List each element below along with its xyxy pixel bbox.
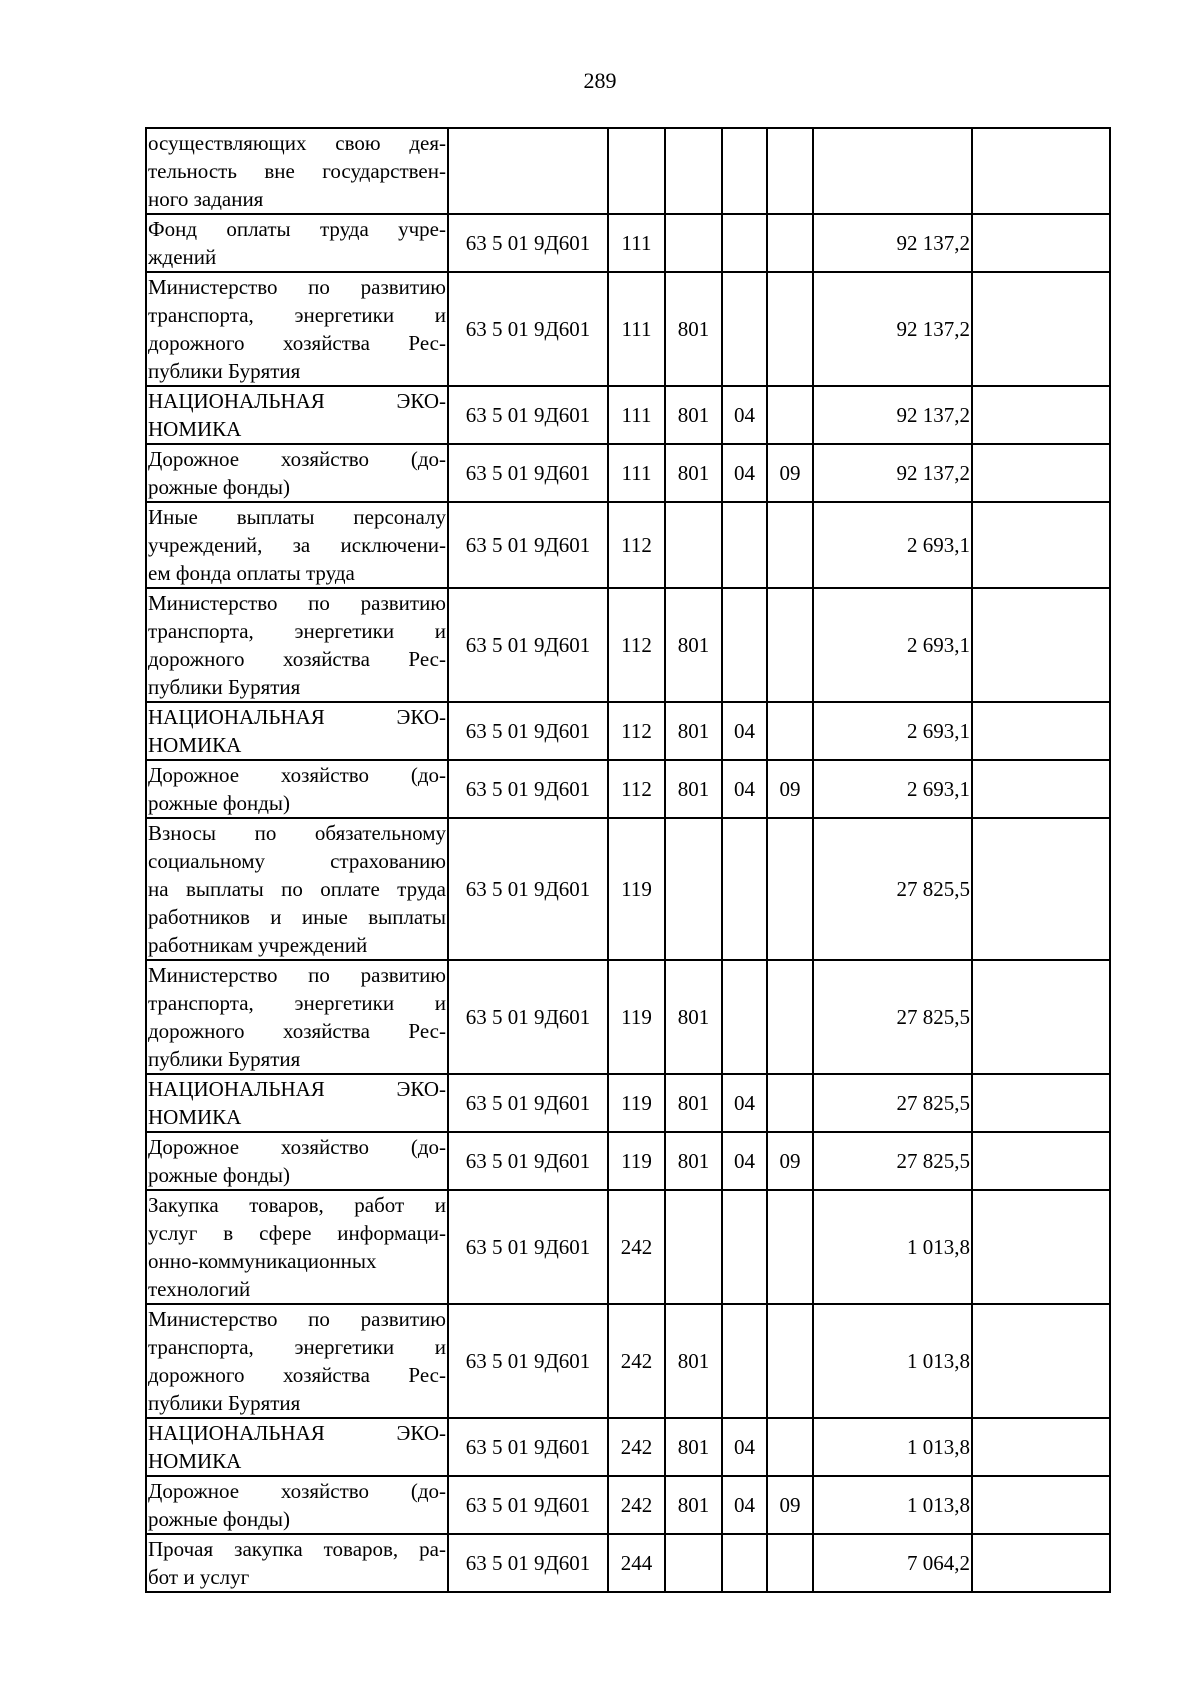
extra-cell [972,960,1110,1074]
amount-cell: 92 137,2 [813,214,972,272]
description-line: бот и услуг [148,1565,250,1589]
description-cell [146,1418,448,1476]
grbs-code-cell: 801 [665,760,722,818]
budget-table [145,127,1111,1593]
grbs-code-cell [665,1534,722,1592]
rz-code-cell: 04 [722,702,767,760]
vr-code-cell: 112 [608,760,665,818]
pr-code-cell: 09 [767,1476,813,1534]
amount-cell [813,128,972,214]
description-cell [146,960,448,1074]
amount-cell: 92 137,2 [813,272,972,386]
grbs-code-cell: 801 [665,386,722,444]
pr-code-cell [767,702,813,760]
rz-code-cell [722,1534,767,1592]
description-line: дорожного хозяйства Рес- [148,1363,446,1387]
extra-cell [972,444,1110,502]
grbs-code-cell [665,214,722,272]
extra-cell [972,818,1110,960]
vr-code-cell [608,128,665,214]
description-line: транспорта, энергетики и [148,303,446,327]
description-line: дорожного хозяйства Рес- [148,331,446,355]
description-line: учреждений, за исключени- [148,533,446,557]
grbs-code-cell: 801 [665,1132,722,1190]
csr-code-cell: 63 5 01 9Д601 [448,818,608,960]
table-body [146,128,1110,1592]
amount-cell: 2 693,1 [813,760,972,818]
description-cell [146,128,448,214]
description-cell [146,502,448,588]
page-number: 289 [583,68,617,93]
extra-cell [972,1074,1110,1132]
table-row [146,960,1110,1074]
rz-code-cell [722,502,767,588]
description-line: НОМИКА [148,417,242,441]
rz-code-cell: 04 [722,444,767,502]
csr-code-cell: 63 5 01 9Д601 [448,502,608,588]
rz-code-cell [722,1304,767,1418]
description-line: Прочая закупка товаров, ра- [148,1537,446,1561]
vr-code-cell: 111 [608,386,665,444]
description-cell [146,214,448,272]
description-line: НАЦИОНАЛЬНАЯ ЭКО- [148,389,446,413]
description-line: НОМИКА [148,1449,242,1473]
vr-code-cell: 242 [608,1190,665,1304]
description-line: Дорожное хозяйство (до- [148,763,446,787]
csr-code-cell: 63 5 01 9Д601 [448,760,608,818]
description-line: рожные фонды) [148,475,291,499]
description-line: рожные фонды) [148,1163,291,1187]
grbs-code-cell: 801 [665,1418,722,1476]
description-line: социальному страхованию [148,849,446,873]
pr-code-cell [767,818,813,960]
csr-code-cell: 63 5 01 9Д601 [448,588,608,702]
grbs-code-cell [665,128,722,214]
description-line: ного задания [148,187,264,211]
vr-code-cell: 112 [608,588,665,702]
amount-cell: 27 825,5 [813,1132,972,1190]
vr-code-cell: 111 [608,444,665,502]
description-cell [146,1132,448,1190]
rz-code-cell: 04 [722,1418,767,1476]
amount-cell: 92 137,2 [813,386,972,444]
rz-code-cell [722,272,767,386]
description-cell [146,1534,448,1592]
extra-cell [972,1304,1110,1418]
description-line: транспорта, энергетики и [148,991,446,1015]
csr-code-cell: 63 5 01 9Д601 [448,386,608,444]
grbs-code-cell [665,502,722,588]
csr-code-cell: 63 5 01 9Д601 [448,444,608,502]
description-cell [146,702,448,760]
extra-cell [972,702,1110,760]
grbs-code-cell: 801 [665,444,722,502]
extra-cell [972,502,1110,588]
table-row [146,1534,1110,1592]
table-row [146,760,1110,818]
description-line: НАЦИОНАЛЬНАЯ ЭКО- [148,1421,446,1445]
pr-code-cell [767,214,813,272]
description-line: публики Бурятия [148,359,301,383]
extra-cell [972,1190,1110,1304]
pr-code-cell: 09 [767,444,813,502]
vr-code-cell: 119 [608,1074,665,1132]
description-cell [146,1304,448,1418]
rz-code-cell [722,588,767,702]
rz-code-cell [722,1190,767,1304]
extra-cell [972,386,1110,444]
description-cell [146,272,448,386]
amount-cell: 1 013,8 [813,1190,972,1304]
description-line: публики Бурятия [148,1047,301,1071]
description-line: на выплаты по оплате труда [148,877,446,901]
table-row [146,128,1110,214]
table-row [146,1132,1110,1190]
description-line: Министерство по развитию [148,1307,446,1331]
description-line: Министерство по развитию [148,275,446,299]
vr-code-cell: 111 [608,272,665,386]
grbs-code-cell [665,818,722,960]
extra-cell [972,1132,1110,1190]
csr-code-cell: 63 5 01 9Д601 [448,1132,608,1190]
rz-code-cell: 04 [722,386,767,444]
csr-code-cell: 63 5 01 9Д601 [448,1304,608,1418]
csr-code-cell: 63 5 01 9Д601 [448,960,608,1074]
extra-cell [972,128,1110,214]
vr-code-cell: 112 [608,502,665,588]
grbs-code-cell: 801 [665,960,722,1074]
vr-code-cell: 119 [608,818,665,960]
amount-cell: 2 693,1 [813,588,972,702]
pr-code-cell [767,960,813,1074]
description-cell [146,444,448,502]
description-line: Дорожное хозяйство (до- [148,1479,446,1503]
description-line: ем фонда оплаты труда [148,561,355,585]
description-line: дорожного хозяйства Рес- [148,1019,446,1043]
vr-code-cell: 119 [608,1132,665,1190]
description-line: Фонд оплаты труда учре- [148,217,446,241]
csr-code-cell: 63 5 01 9Д601 [448,1074,608,1132]
description-line: транспорта, энергетики и [148,1335,446,1359]
description-line: Закупка товаров, работ и [148,1193,446,1217]
description-line: дорожного хозяйства Рес- [148,647,446,671]
pr-code-cell [767,272,813,386]
description-line: ждений [148,245,217,269]
grbs-code-cell: 801 [665,702,722,760]
amount-cell: 1 013,8 [813,1476,972,1534]
table-row [146,214,1110,272]
table-row [146,588,1110,702]
extra-cell [972,272,1110,386]
grbs-code-cell [665,1190,722,1304]
description-line: Министерство по развитию [148,591,446,615]
description-cell [146,760,448,818]
amount-cell: 27 825,5 [813,960,972,1074]
table-row [146,1476,1110,1534]
amount-cell: 27 825,5 [813,1074,972,1132]
csr-code-cell: 63 5 01 9Д601 [448,1476,608,1534]
table-row [146,1074,1110,1132]
vr-code-cell: 112 [608,702,665,760]
vr-code-cell: 242 [608,1304,665,1418]
vr-code-cell: 111 [608,214,665,272]
rz-code-cell [722,128,767,214]
extra-cell [972,1534,1110,1592]
description-line: публики Бурятия [148,1391,301,1415]
pr-code-cell [767,1190,813,1304]
csr-code-cell: 63 5 01 9Д601 [448,1534,608,1592]
extra-cell [972,214,1110,272]
csr-code-cell [448,128,608,214]
amount-cell: 27 825,5 [813,818,972,960]
description-cell [146,818,448,960]
rz-code-cell [722,960,767,1074]
description-line: онно-коммуникационных [148,1249,377,1273]
vr-code-cell: 119 [608,960,665,1074]
amount-cell: 2 693,1 [813,502,972,588]
csr-code-cell: 63 5 01 9Д601 [448,214,608,272]
description-line: осуществляющих свою дея- [148,131,446,155]
description-line: Иные выплаты персоналу [148,505,446,529]
description-line: тельность вне государствен- [148,159,446,183]
amount-cell: 7 064,2 [813,1534,972,1592]
description-line: рожные фонды) [148,791,291,815]
pr-code-cell [767,1304,813,1418]
description-cell [146,1190,448,1304]
description-line: Взносы по обязательному [148,821,446,845]
csr-code-cell: 63 5 01 9Д601 [448,1418,608,1476]
amount-cell: 2 693,1 [813,702,972,760]
grbs-code-cell: 801 [665,1476,722,1534]
extra-cell [972,1418,1110,1476]
description-line: технологий [148,1277,251,1301]
description-line: НАЦИОНАЛЬНАЯ ЭКО- [148,705,446,729]
csr-code-cell: 63 5 01 9Д601 [448,1190,608,1304]
rz-code-cell [722,818,767,960]
rz-code-cell: 04 [722,1132,767,1190]
amount-cell: 92 137,2 [813,444,972,502]
rz-code-cell [722,214,767,272]
pr-code-cell: 09 [767,1132,813,1190]
pr-code-cell: 09 [767,760,813,818]
pr-code-cell [767,128,813,214]
description-line: НАЦИОНАЛЬНАЯ ЭКО- [148,1077,446,1101]
csr-code-cell: 63 5 01 9Д601 [448,702,608,760]
description-line: услуг в сфере информаци- [148,1221,446,1245]
table-row [146,1190,1110,1304]
table-row [146,1418,1110,1476]
vr-code-cell: 244 [608,1534,665,1592]
pr-code-cell [767,1534,813,1592]
pr-code-cell [767,1418,813,1476]
table-row [146,386,1110,444]
extra-cell [972,1476,1110,1534]
description-cell [146,386,448,444]
vr-code-cell: 242 [608,1476,665,1534]
description-line: рожные фонды) [148,1507,291,1531]
amount-cell: 1 013,8 [813,1304,972,1418]
extra-cell [972,588,1110,702]
pr-code-cell [767,1074,813,1132]
pr-code-cell [767,386,813,444]
description-line: публики Бурятия [148,675,301,699]
table-row [146,702,1110,760]
description-line: работников и иные выплаты [148,905,446,929]
rz-code-cell: 04 [722,1476,767,1534]
rz-code-cell: 04 [722,1074,767,1132]
description-line: работникам учреждений [148,933,368,957]
description-line: Дорожное хозяйство (до- [148,447,446,471]
description-line: НОМИКА [148,1105,242,1129]
pr-code-cell [767,588,813,702]
grbs-code-cell: 801 [665,1304,722,1418]
grbs-code-cell: 801 [665,1074,722,1132]
description-cell [146,1074,448,1132]
vr-code-cell: 242 [608,1418,665,1476]
description-line: НОМИКА [148,733,242,757]
description-line: Министерство по развитию [148,963,446,987]
extra-cell [972,760,1110,818]
table-row [146,818,1110,960]
csr-code-cell: 63 5 01 9Д601 [448,272,608,386]
amount-cell: 1 013,8 [813,1418,972,1476]
table-row [146,444,1110,502]
rz-code-cell: 04 [722,760,767,818]
grbs-code-cell: 801 [665,588,722,702]
description-cell [146,588,448,702]
description-line: Дорожное хозяйство (до- [148,1135,446,1159]
table-row [146,502,1110,588]
description-cell [146,1476,448,1534]
grbs-code-cell: 801 [665,272,722,386]
table-row [146,272,1110,386]
table-row [146,1304,1110,1418]
pr-code-cell [767,502,813,588]
description-line: транспорта, энергетики и [148,619,446,643]
